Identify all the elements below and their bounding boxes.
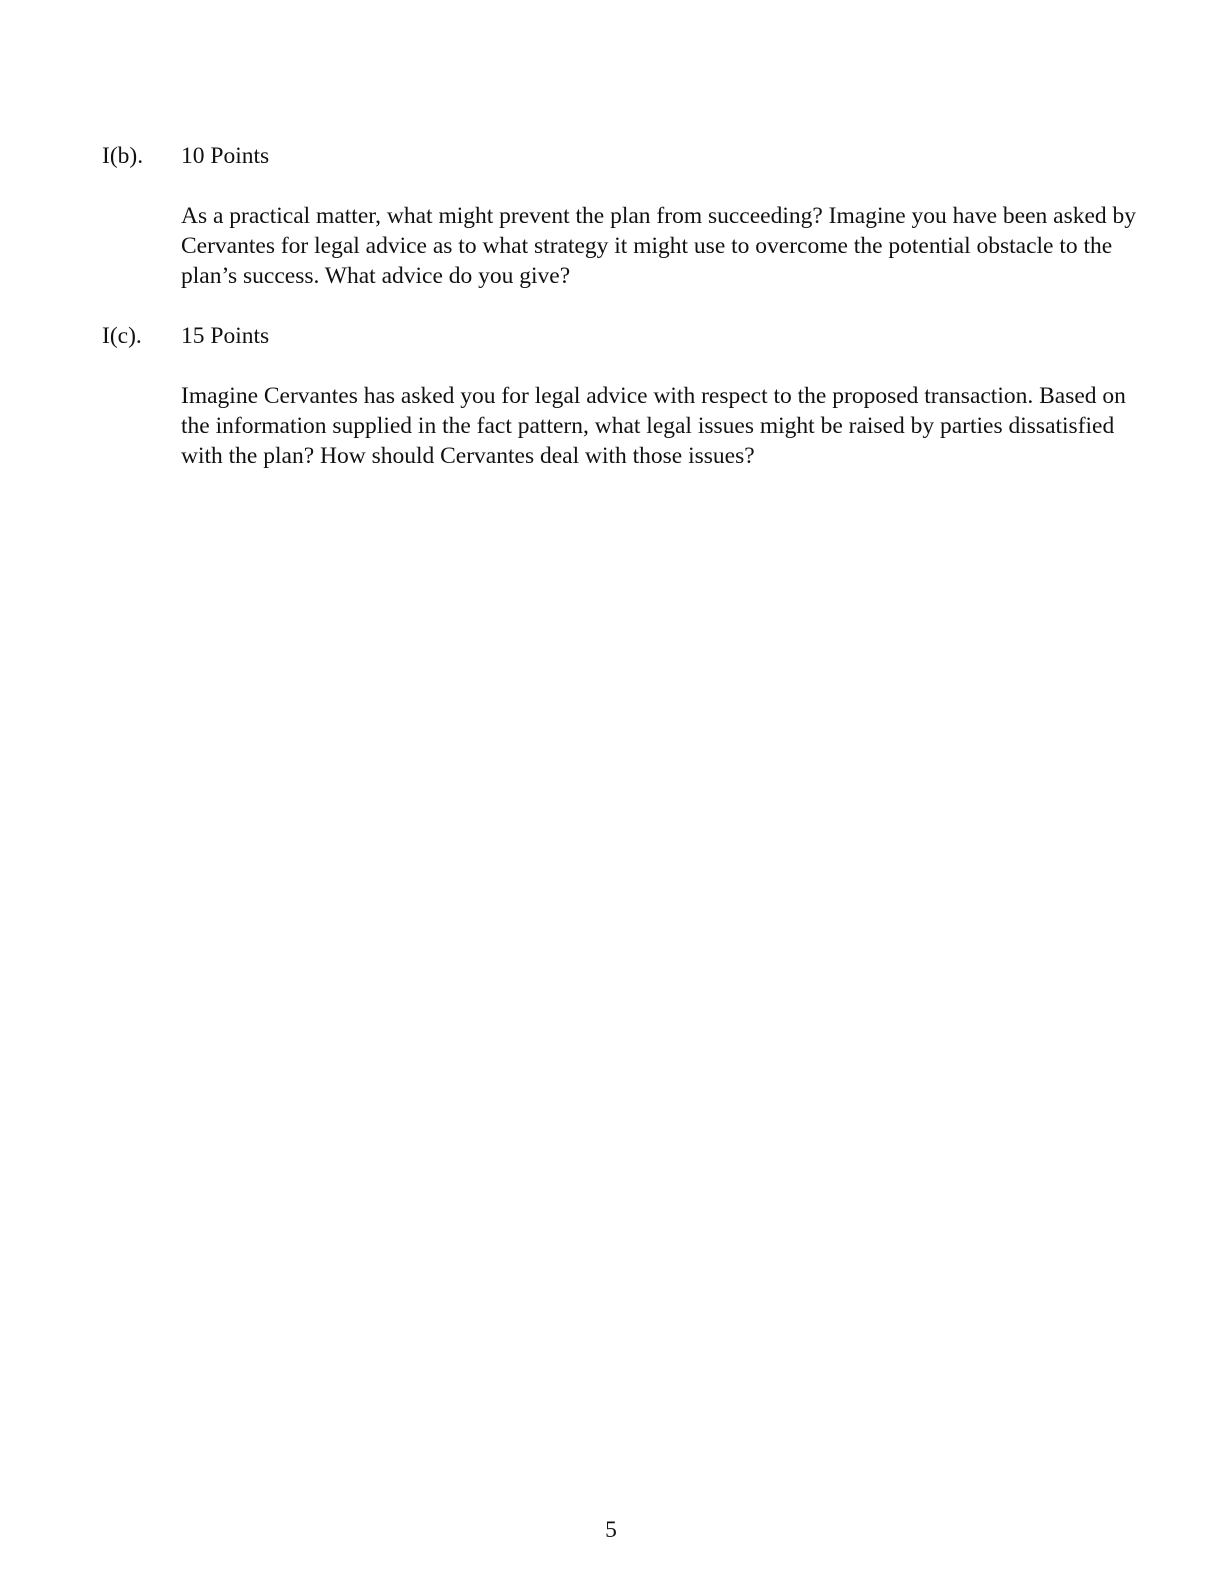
page-number: 5 — [605, 1517, 617, 1543]
question-points: 15 Points — [181, 323, 270, 349]
question-header — [102, 321, 1142, 351]
question-1c — [102, 321, 1142, 469]
question-text: Imagine Cervantes has asked you for legal advice with respect to the proposed transaction. Based on the information supplied in the fact pattern, what legal issues might be raised by parties dissatisfied with the plan? How should Cervantes deal with those issues? — [181, 383, 1126, 469]
question-1b — [102, 141, 1142, 289]
question-header — [102, 141, 1142, 171]
question-text: As a practical matter, what might prevent the plan from succeeding? Imagine you have been asked by Cervantes for legal advice as to what strategy it might use to overcome the potential obstacle to the plan’s success. What advice do you give? — [181, 203, 1137, 289]
question-label: I(c). — [102, 323, 142, 349]
question-points: 10 Points — [181, 143, 270, 169]
question-label: I(b). — [102, 143, 144, 169]
